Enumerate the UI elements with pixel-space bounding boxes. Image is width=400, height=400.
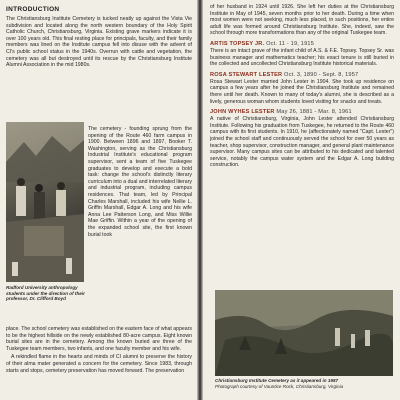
entry-dates: May 26, 1881 - Mar. 8, 1961 xyxy=(276,109,352,116)
entry-text-john-lester: A native of Christiansburg, Virginia, John Lester attended Christiansburg Institute. Following his graduation from Tuskegee, he returned to the Route 460 campus with its first students. In 1910, he (affectionately named "Capt. Lester") joined the school staff and continuously served the school for over 50 years as teacher, shop supervisor, construction manager, and general plant maintenance supervisor. Many campus sites can be attributed to his dedicated and talented service, notably the campus water system and the Edgar A. Long building construction. xyxy=(210,116,394,169)
entry-heading-rosa-lester xyxy=(210,72,394,78)
right-text-column xyxy=(210,4,394,171)
anthropology-students-photo xyxy=(6,122,84,282)
bottom-paragraph-2: A rekindled flame in the hearts and minds of CI alumni to preserve the history of their alma mater generated a concern for the cemetery. Since 1983, through starts and stops, cemetery preservation has moved forward. The preservation xyxy=(6,354,192,374)
left-bottom-column xyxy=(6,326,192,376)
entry-dates: Oct. 11 - 19, 1915 xyxy=(266,40,315,47)
left-page xyxy=(0,0,197,400)
entry-dates: Oct. 3, 1890 - Sept. 8, 1957 xyxy=(284,71,359,78)
entry-heading-john-lester xyxy=(210,109,394,115)
right-page xyxy=(203,0,400,400)
photo-illustration xyxy=(215,290,393,376)
entry-name: JOHN WYHES LESTER xyxy=(210,109,275,116)
right-photo-caption xyxy=(215,378,395,389)
intro-paragraph: The Christiansburg Institute Cemetery is tucked neatly up against the Vista Vie subdivision and located along the north western boundary of the Holy Spirit Catholic Church, Christiansburg, Virginia. Existing grave markers indicate it is over 100 years old. This final resting place for principals, faculty, and their family members was lined on the Institute campus fell into disuse with the advent of CI's public school status in the 1940s. Overrun with cattle and vegetation, the cemetery was all but destroyed until its rescue by the Christiansburg Institute Alumni Association in the mid 1980s. xyxy=(6,16,192,69)
left-side-column xyxy=(88,126,192,240)
caption-title: Christiansburg Institute Cemetery as it appeared in 1987 xyxy=(215,378,339,383)
bottom-paragraph-1: place. The school cemetery was established on the eastern face of what appears to be the highest hillside on the newly established 80-acre campus. Eight known burial sites are in the cemetery. Among the known buried are three of the Tuskegee team members, two infants, and one faculty member and his wife. xyxy=(6,326,192,352)
left-top-column xyxy=(6,6,192,71)
photo-illustration xyxy=(6,122,84,282)
entry-heading-topsey xyxy=(210,41,394,47)
second-paragraph: The cemetery - founding sprung from the opening of the Route 460 farm campus in 1900. Between 1896 and 1897, Booker T. Washington, serving as the Christiansburg Industrial Institute's educational program supervisor, sent a team of five Tuskegee graduates to develop and execute a bold task: change the school's distinctly literary curriculum into a dual and interrelated literary and industrial program, including campus residences. That team, led by Principal Charles Marshall, included his wife Nellie L. Griffin Marshall, Edgar A. Long and his wife Anna Lee Patterson Long, and Miss Willie Mae Griffin. Within a year of the opening of the expanded school site, the first known burial took xyxy=(88,126,192,238)
caption-credit: Photograph courtesy of Vauntice Rock, Christiansburg, Virginia xyxy=(215,383,344,389)
entry-name: ROSA STEWART LESTER xyxy=(210,71,283,78)
entry-text-topsey: There is an intact grave of the infant child of A.S. & F.E. Topsey. Topsey Sr. was business manager and mathematics teacher; his exact tenure is still buried in the collected and uncollected Christiansburg Institute historical materials. xyxy=(210,47,394,68)
cemetery-1987-photo xyxy=(215,290,393,376)
page-heading: INTRODUCTION xyxy=(6,6,60,13)
continued-paragraph: of her husband in 1924 until 1926. She left her duties at the Christiansburg Institute in May of 1945, seven months prior to her death. During a time when most women were not seeking, much less placed, in such positions, her entire adult life was formed around Christiansburg Institute. She, indeed, saw the school through more transformations than any of the original Tuskegee team. xyxy=(210,4,394,37)
entry-name: ARTIS TOPSEY JR. xyxy=(210,40,265,47)
entry-text-rosa-lester: Rosa Stewart Lester married John Lester in 1904. She took up residence on campus a few years after he joined the Christiansburg Institute and remained there until her death. Known to many of today's alumni, she is described as a lively, generous woman whom students loved visiting for snacks and treats. xyxy=(210,78,394,105)
left-photo-caption: Radford University anthropology students under the direction of their professor, Dr. Clifford Boyd xyxy=(6,285,85,302)
